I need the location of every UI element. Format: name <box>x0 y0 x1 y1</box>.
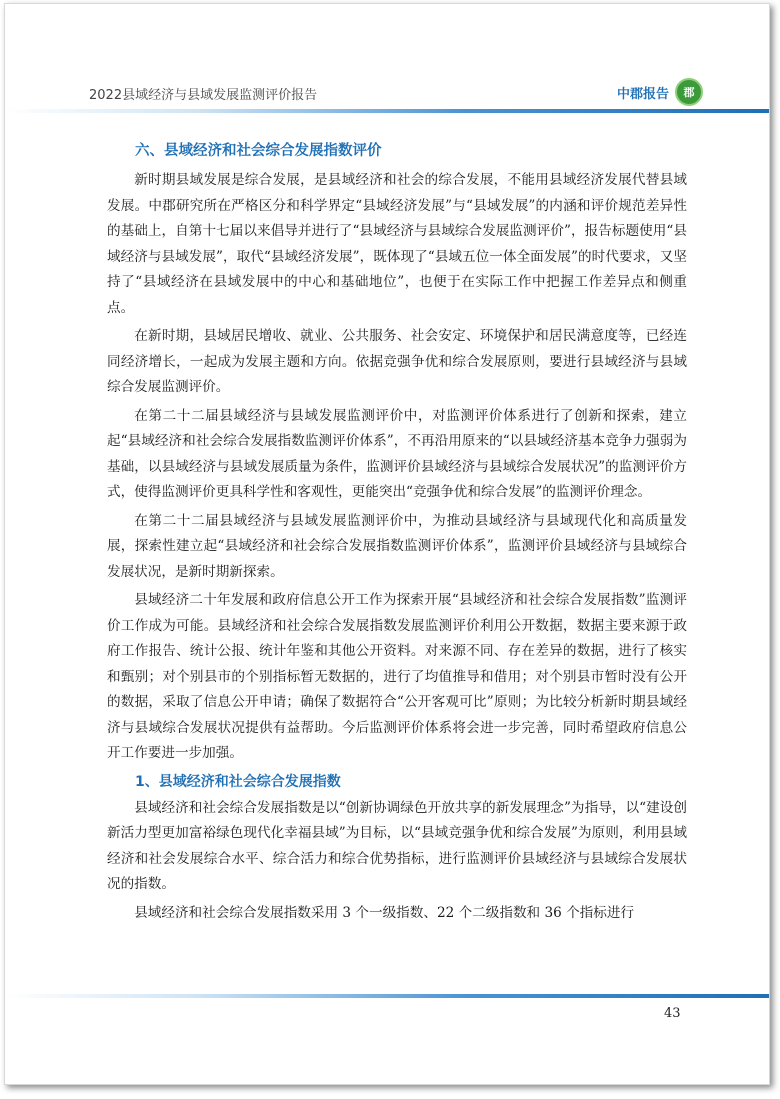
paragraph: 县域经济和社会综合发展指数采用 3 个一级指数、22 个二级指数和 36 个指标进行 <box>134 904 635 921</box>
header-divider <box>5 109 770 113</box>
page-number: 43 <box>664 1006 681 1021</box>
paragraph: 在第二十二届县域经济与县域发展监测评价中，为推动县域经济与县域现代化和高质量发展，探索性建立起“县域经济和社会综合发展指数监测评价体系”，监测评价县域经济与县域综合发展状况，是新时期新探索。 <box>107 512 687 580</box>
footer-divider <box>5 994 770 998</box>
subsection-heading: 1、县域经济和社会综合发展指数 <box>135 773 341 790</box>
brand <box>617 78 703 106</box>
report-title: 2022县域经济与县域发展监测评价报告 <box>89 88 318 103</box>
page-content <box>107 140 687 929</box>
paragraph: 在新时期，县域居民增收、就业、公共服务、社会安定、环境保护和居民满意度等，已经连同经济增长，一起成为发展主题和方向。依据竞强争优和综合发展原则，要进行县域经济与县域综合发展监测评价。 <box>107 328 687 395</box>
document-page <box>4 3 770 1085</box>
section-heading: 六、县域经济和社会综合发展指数评价 <box>135 143 382 159</box>
paragraph: 在第二十二届县域经济与县域发展监测评价中，对监测评价体系进行了创新和探索，建立起“县域经济和社会综合发展指数监测评价体系”，不再沿用原来的“以县域经济基本竞争力强弱为基础，以县域经济与县域发展质量为条件，监测评价县域经济与县域综合发展状况”的监测评价方式，使得监测评价更具科学性和客观性，更能突出“竞强争优和综合发展”的监测评价理念。 <box>107 407 687 500</box>
brand-logo-icon: 郡 <box>675 78 703 106</box>
paragraph: 县域经济和社会综合发展指数是以“创新协调绿色开放共享的新发展理念”为指导，以“建设创新活力型更加富裕绿色现代化幸福县域”为目标，以“县域竞强争优和综合发展”为原则，利用县域经济和社会发展综合水平、综合活力和综合优势指标，进行监测评价县域经济与县域综合发展状况的指数。 <box>107 799 687 892</box>
paragraph: 新时期县域发展是综合发展，是县域经济和社会的综合发展，不能用县域经济发展代替县域发展。中郡研究所在严格区分和科学界定“县域经济发展”与“县域发展”的内涵和评价规范差异性的基础上，自第十七届以来倡导并进行了“县域经济与县域综合发展监测评价”，报告标题使用“县域经济与县域发展”，取代“县域经济发展”，既体现了“县域五位一体全面发展”的时代要求，又坚持了“县域经济在县域发展中的中心和基础地位”，也便于在实际工作中把握工作差异点和侧重点。 <box>107 172 687 316</box>
brand-name: 中郡报告 <box>617 86 670 102</box>
paragraph: 县域经济二十年发展和政府信息公开工作为探索开展“县域经济和社会综合发展指数”监测评价工作成为可能。县域经济和社会综合发展指数发展监测评价利用公开数据，数据主要来源于政府工作报告、统计公报、统计年鉴和其他公开资料。对来源不同、存在差异的数据，进行了核实和甄别；对个别县市的个别指标暂无数据的，进行了均值推导和借用；对个别县市暂时没有公开的数据，采取了信息公开申请；确保了数据符合“公开客观可比”原则；为比较分析新时期县域经济与县域综合发展状况提供有益帮助。今后监测评价体系将会进一步完善，同时希望政府信息公开工作要进一步加强。 <box>107 592 687 761</box>
